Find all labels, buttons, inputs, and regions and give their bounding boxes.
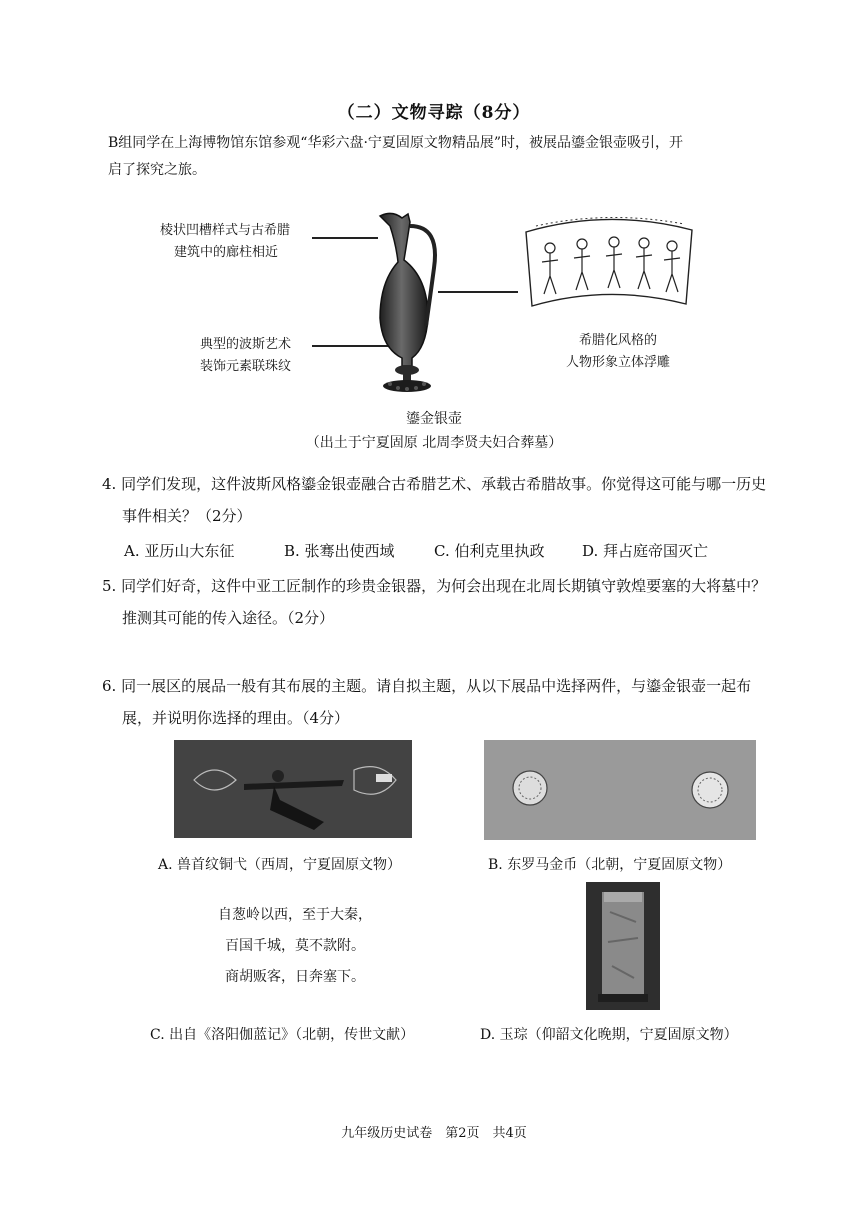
exhibit-c-caption[interactable]: C. 出自《洛阳伽蓝记》（北朝，传世文献） (150, 1027, 415, 1043)
intro-line-1: B组同学在上海博物馆东馆参观“华彩六盘·宁夏固原文物精品展”时，被展品鎏金银壶吸引，开 (108, 135, 684, 151)
bronze-ge-photo (174, 740, 412, 838)
question-5 (102, 570, 802, 634)
question-6 (102, 670, 792, 734)
section-title: （二）文物寻踪（8分） (337, 103, 531, 123)
q4-option-b[interactable]: B. 张骞出使西域 (284, 542, 395, 560)
question-6-line-1: 6. 同一展区的展品一般有其布展的主题。请自拟主题，从以下展品中选择两件，与鎏金银壶一起布 (102, 677, 752, 695)
question-5-line-1: 5. 同学们好奇，这件中亚工匠制作的珍贵金银器，为何会出现在北周长期镇守敦煌要塞的大将墓中？ (102, 577, 767, 595)
page-footer: 九年级历史试卷 第2页 共4页 (341, 1126, 527, 1141)
intro-paragraph (108, 130, 768, 184)
question-4 (102, 468, 792, 532)
exhibit-b-caption[interactable]: B. 东罗马金币（北朝，宁夏固原文物） (488, 857, 732, 873)
question-5-line-2: 推测其可能的传入途径。（2分） (122, 609, 335, 627)
annotation-pearl-roundel: 典型的波斯艺术 装饰元素联珠纹 (200, 337, 292, 374)
intro-line-2: 启了探究之旅。 (108, 162, 206, 178)
figure-source: （出土于宁夏固原 北周李贤夫妇合葬墓） (305, 435, 563, 451)
question-6-line-2: 展，并说明你选择的理由。（4分） (122, 709, 350, 727)
jade-cong-photo (586, 882, 660, 1010)
figure-caption: 鎏金银壶 (406, 411, 462, 427)
annotation-fluting: 棱状凹槽样式与古希腊 建筑中的廊柱相近 (160, 223, 291, 260)
q4-option-c[interactable]: C. 伯利克里执政 (434, 542, 545, 560)
annotation-relief: 希腊化风格的 人物形象立体浮雕 (565, 333, 670, 370)
q4-option-d[interactable]: D. 拜占庭帝国灭亡 (582, 542, 709, 560)
exhibit-a-caption[interactable]: A. 兽首纹铜弋（西周，宁夏固原文物） (158, 857, 402, 873)
exhibit-c-quote: 自葱岭以西，至于大秦， 百国千城，莫不款附。 商胡贩客，日奔塞下。 (218, 907, 372, 985)
q4-option-a[interactable]: A. 亚历山大东征 (124, 542, 235, 560)
question-4-line-2: 事件相关？（2分） (122, 507, 252, 525)
relief-figures-drawing (516, 214, 700, 312)
gilded-silver-ewer-image (368, 208, 452, 398)
byzantine-gold-coins-photo (484, 740, 756, 840)
question-4-line-1: 4. 同学们发现，这件波斯风格鎏金银壶融合古希腊艺术、承载古希腊故事。你觉得这可能与哪一历史 (102, 475, 767, 493)
exhibit-d-caption[interactable]: D. 玉琮（仰韶文化晚期，宁夏固原文物） (480, 1027, 738, 1043)
